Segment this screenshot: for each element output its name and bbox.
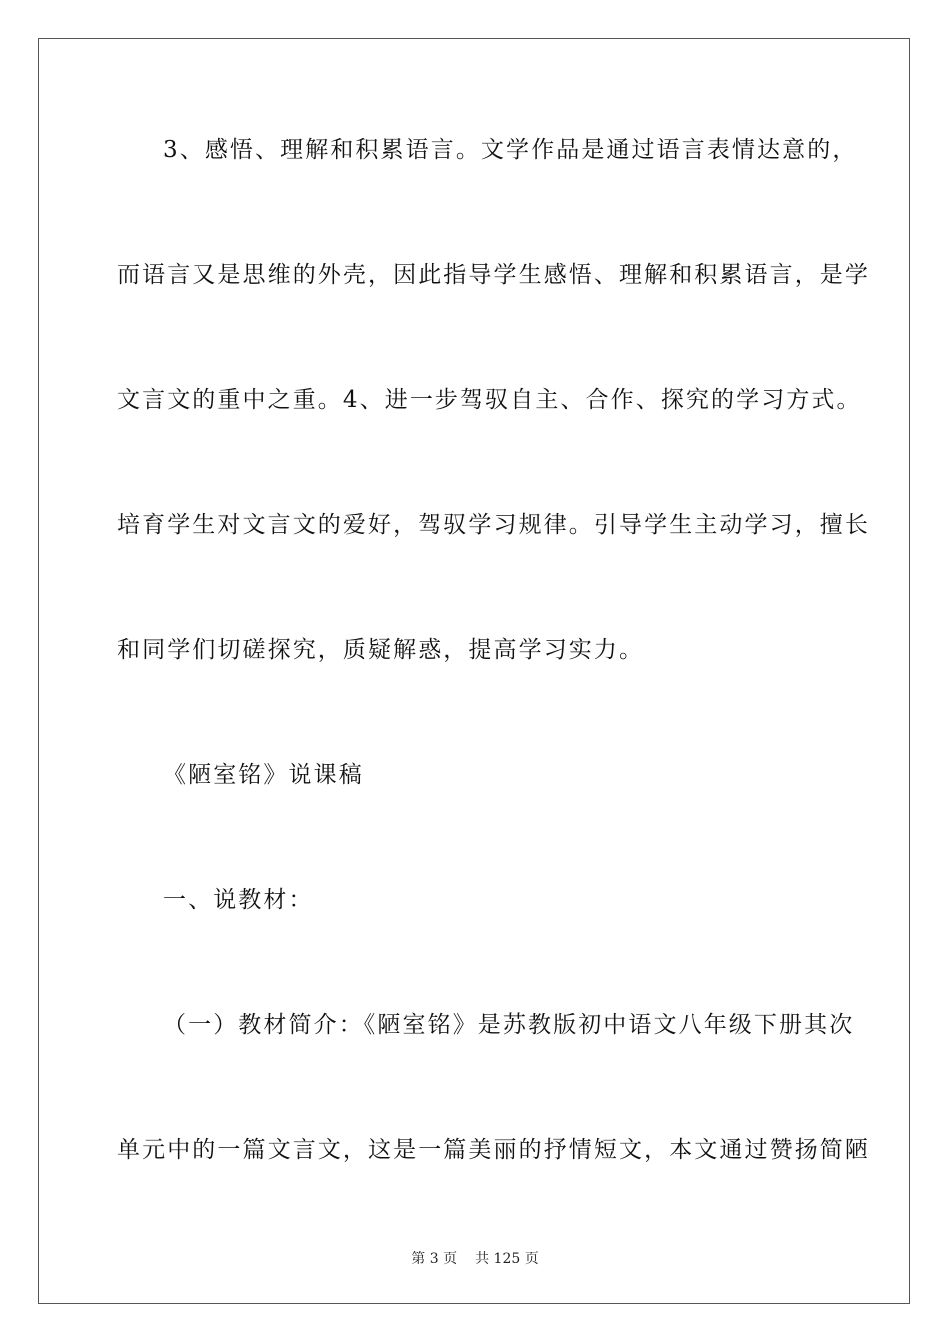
paragraph-line: 和同学们切磋探究，质疑解惑，提高学习实力。: [117, 637, 645, 663]
paragraph-line: 而语言又是思维的外壳，因此指导学生感悟、理解和积累语言，是学: [117, 262, 870, 288]
page-footer: [0, 1250, 950, 1268]
page-number: 第 3 页: [411, 1251, 458, 1267]
section-title: 《陋室铭》说课稿: [163, 762, 364, 788]
paragraph-line: 培育学生对文言文的爱好，驾驭学习规律。引导学生主动学习，擅长: [117, 512, 870, 538]
paragraph-line: 单元中的一篇文言文，这是一篇美丽的抒情短文，本文通过赞扬简陋: [117, 1137, 870, 1163]
page-border: [38, 38, 910, 1304]
paragraph-line: 文言文的重中之重。4、进一步驾驭自主、合作、探究的学习方式。: [117, 387, 862, 413]
page-total: 共 125 页: [475, 1251, 539, 1267]
section-heading: 一、说教材：: [163, 887, 314, 913]
paragraph-line: 3、感悟、理解和积累语言。文学作品是通过语言表情达意的，: [163, 137, 858, 163]
paragraph-line: （一）教材简介：《陋室铭》是苏教版初中语文八年级下册其次: [163, 1012, 855, 1038]
